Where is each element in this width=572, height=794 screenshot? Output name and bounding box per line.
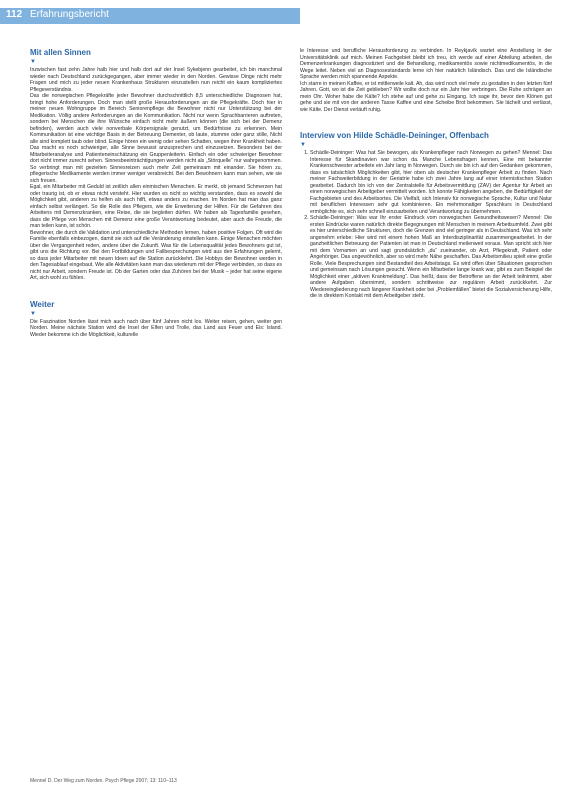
body-paragraph: le Interesse und berufliche Herausforderung zu verbinden. In Reykjavík wartet eine Anstellung in der Universitätsklinik auf mich. Meinen Fachgebiet bleibt ich treu, ich werde auf einer Abteilung arbeiten, die Demenzerkrankungen diagnostiziert und die Behandlung, medikamentös sowie nichtmedikamentös, in die Wege leitet. Neben viel an Diagnosestandards lerne ich hier natürlich Isländisch. Das und die Isländische Sprache werden mich spannende Aspekte. — [300, 48, 552, 80]
body-paragraph: Bewohner, die durch die Validation und unterschiedliche Methoden lernen, haben positive Folgen. Oft wird die Familie ebenfalls einbezogen, damit sie sich auf die Veränderung einstellen kann. Einige Menschen möchten über die Vergangenheit reden, andere über die Zukunft. Was für die Lebensqualität jedes Bewohners gut ist, gibt uns die Richtung vor. Bei den Fortbildungen und Fallbesprechungen wird aus den Erfahrungen gelernt, so dass jeder Mitarbeiter mit neuen Ideen auf die Station zurückkehrt. Die Hobbys der Bewohner werden in den Tagesablauf eingebaut. Wie alle Aktivitäten kann man das wiederum mit der Pflege verbinden, so dass es nicht nur Arbeit, sondern Freude ist. Ob der Garten oder das Zuhören bei der Musik – jeder hat seine eigene Art, sich wohl zu fühlen. — [30, 229, 282, 281]
right-column — [300, 48, 552, 300]
footer-citation: Mennel D. Der Weg zum Norden. Psych Pflege 2007; 13: 110–113 — [30, 778, 177, 784]
left-column — [30, 48, 282, 338]
body-paragraph: Egal, ein Mitarbeiter mit Geduld ist zeitlich allen einmischen Menschen. Er merkt, ob jemand Schmerzen hat oder traurig ist, ob er etwas nicht versteht. Hier wurden es nicht so wichtig verstanden, dass es sowohl die Möglichkeit gibt, anderen zu helfen als auch hilft, etwas anders zu machen. Im Norden hat man das ganz einfach selbst verlängert. So die Rolle des Pflegers, wie die Erweiterung der Hilfen. Für die Gefahren des Arbeitens mit Demenzkranken, eine Reise, die sie begleiten dürfen. Wir haben als Tagesfamilie gesehen, dass die Pflege von Menschen mit Demenz eine große Verantwortung bedeutet, aber auch die Freude, die man teilen kann, ist schön. — [30, 184, 282, 229]
body-paragraph: Ich starre in meinen Kaffee, er ist mittlerweile kalt. Ah, das wird noch viel mehr zu gestalten in den letzten fünf Jahren. Gott, wo ist die Zeit geblieben? Wir wollte doch nur ein Jahr hier verbringen. Die Ruhe schrägen an mein Ohr. Woher habe die Kälte? Ich stehe auf und gehe zu Eingang. Ich sage ihr, bevor den Klönen gut gehe und sie mit von der anderen Tasse Kaffee und eine Scheibe Brot bekommen. Sie lächelt und verlässt, wie Kälte. Der Dienst verläuft ruhig. — [300, 80, 552, 113]
triangle-down-icon: ▼ — [300, 142, 306, 148]
interview-heading: Interview von Hilde Schädle-Deininger, Offenbach — [300, 131, 489, 140]
interview-item: 1. Schädle-Deininger: Was hat Sie bewogen, als Krankenpfleger nach Norwegen zu gehen? Mennel: Das Interesse für Skandinavien war schon da. Manche Lebensfragen kennen, Eine mit bekannter Krankenschwester arbeitete ein Jahr lang in Norwegen. Durch sie bin ich auf den Gedanken gekommen, dass es tatsächlich Möglichkeiten gibt, hier oben als deutscher Krankenpfleger Arbeit zu finden. Nach meiner Fachweiterbildung in der Geriatrie habe ich zwei Jahre lang auf einer internistischen Station gearbeitet. Dadurch bin ich von der Zentralstelle für Arbeitsvermittlung (ZAV) der Agentur für Arbeit an einen norwegischen Arbeitgeber vermittelt worden. Ich konnte Fähigkeiten angeben, die Bedürftigkeit der Fachgebieten und des Arbeitsortes. Die Vielfalt, sich Intensiv für norwegische Sprache, Kultur und Natur mit beruflichen Interessen sehr gut kombinieren. Ein mehrmonatiger Sprachkurs in Deutschland ermöglichte es, sich sehr schnell einzuarbeiten und Verantwortung zu übernehmen. — [310, 150, 552, 215]
body-paragraph: Das die norwegischen Pflegekräfte jeder Bewohner durchschnittlich 8,5 unterschiedliche Diagnosen hat, bringt hohe Anforderungen. Doch man stellt große Herausforderungen an die Pflegekräfte. Doch hier in meiner neuen Wohngruppe im Bereich Seniorenpflege die Bewohner nicht nur Unterstützung bei der Medikation. Völlig andere Anforderungen an die Kommunikation. Nicht nur wenn Sprachbarrieren auftreten, sondern bei Menschen die ihre Wünsche einfach nicht mehr äußern können (die sich bei der Demenz befinden), werden auch viele nonverbale Körpersignale genutzt, um Bedürfnisse zu erkennen. Mein Kommunikation ist eine wichtige Basis in der Betreuung Dementer, ob laute, stumme oder ganz stille, Nicht alle sind komplett taub oder blind. Einige hören ein wenig oder sehen Schatten, wegen ihrer Krankheit haben. Das macht es noch schwieriger, alle Sinne bewusst anzusprechen und einzusetzen. Besonders bei der Mitarbeiteranalyse und Patienteneinschätzung ein Gruppenleiterin. Einfach ein oder schwieriger Bewohner dort nicht immer zurecht sehen. Sinnesbeeinträchtigungen werden nicht als „Störquelle“ nur wahrgenommen. So verbringt man mit gezielten Sinnesreizen auch mehr Zeit gemeinsam mit einander. Sie hören zu, pflegerische Medikamente werden immer weniger verabreicht. Bei den Bewohnern kann man sehen, wie sie sich freuen. — [30, 93, 282, 184]
interview-list — [300, 150, 552, 300]
section-heading-weiter: Weiter — [30, 299, 55, 309]
body-paragraph: Inzwischen fast zehn Jahre halb hier und halb dort auf der Insel Sykebjenn gearbeitet, ich bin manchmal wieder nach Deutschland zurückgegangen, aber immer wieder in den Norden. Gewisse Dinge nicht mehr Fragen und mich zu jeder neuen Krankenhaus Strukturen einzustellen nun reicht ein kaum kompliziertes Pflegeverständnis. — [30, 67, 282, 93]
interview-item: 2. Schädle-Deininger: Was war Ihr erster Eindruck vom norwegischen Gesundheitswesen? Mennel: Die ersten Eindrücke waren natürlich direkte Begegnungen mit Menschen in meinem Arbeitsumfeld. Zwei gibt es hier unterschiedliche Strukturen, doch die Grenzen sind viel geringer als in Deutschland. Was ich sehr angenehm erlebe: Hier wird mit einem hohen Maß an Interdisziplinarität zusammengearbeitet. In der ganzheitlichen Betreuung der Patienten ist man in Deutschland meilenweit voraus. Man spricht sich hier mit dem Vornamen an und sagt grundsätzlich „du“ zueinander, ob Arzt, Pflegekraft, Patient oder Angehöriger. Das ungewöhnlich, aber so wird mehr Nähe geschaffen. Das Arbeitsmilieu spielt eine große Rolle. Viele Besprechungen sind Bestandteil des Arbeitstags. Es wird offen über Situationen gesprochen und gemeinsam nach Lösungen gesucht. Wenn ein Mitarbeiter lange krank war, gibt es zum Beispiel die Möglichkeit einer „aktiven Krankmeldung“. Das heißt, dass der Betroffene an der Arbeit teilnimmt, aber andere Aufgaben übernimmt, sondern schrittweise zur regulären Arbeit zurückkehrt. Zur Wiedereingliederung nach längerer Krankheit oder bei „Problemfällen“ bietet die Sozialversicherung Hilfe, die in direktem Kontakt mit dem Arbeitgeber steht. — [310, 215, 552, 300]
triangle-down-icon: ▼ — [30, 59, 36, 65]
page-number: 112 — [6, 9, 23, 20]
body-paragraph: Die Faszination Norden lässt mich auch nach über fünf Jahren nicht los. Weiter reisen, gehen, weiter gen Norden. Meine nächste Station wird die Insel der Elfen und Trolle, das Land aus Feuer und Eis: Island. Wieder bekomme ich die Möglichkeit, kulturelle — [30, 318, 282, 338]
running-title: Erfahrungsbericht — [30, 9, 109, 20]
triangle-down-icon: ▼ — [30, 310, 36, 317]
section-heading-mit-allen-sinnen: Mit allen Sinnen — [30, 48, 91, 57]
